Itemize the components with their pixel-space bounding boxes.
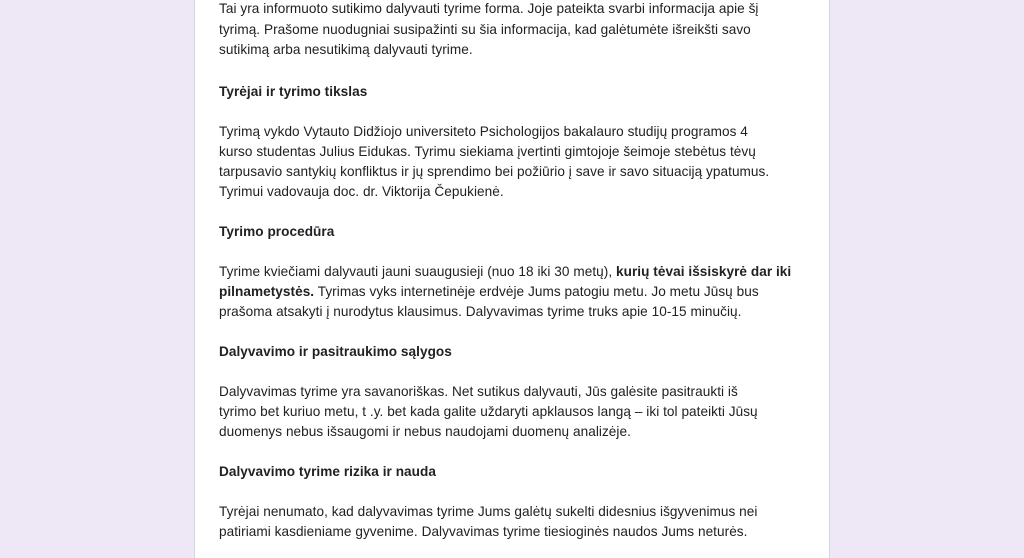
section4-line-1: Tyrėjai nenumato, kad dalyvavimas tyrime Jums galėtų sukelti didesnius išgyvenimus nei (219, 504, 758, 519)
section-heading-participation: Dalyvavimo ir pasitraukimo sąlygos (219, 344, 452, 359)
section2-line-1-text: Tyrime kviečiami dalyvauti jauni suaugusieji (nuo 18 iki 30 metų), (219, 264, 616, 279)
section2-line-2-text: Tyrimas vyks internetinėje erdvėje Jums patogiu metu. Jo metu Jūsų bus (314, 284, 759, 299)
section4-line-2: patiriami kasdieniame gyvenime. Dalyvavimas tyrime tiesioginės naudos Jums neturės. (219, 524, 748, 539)
section1-line-4: Tyrimui vadovauja doc. dr. Viktorija Čepukienė. (219, 184, 504, 199)
section2-line-2-bold: pilnametystės. (219, 284, 315, 299)
section2-line-1-bold: kurių tėvai išsiskyrė dar iki (616, 264, 792, 279)
section2-line-3: prašoma atsakyti į nurodytus klausimus. Dalyvavimas tyrime truks apie 10-15 minučių. (219, 304, 742, 319)
section2-line-2 (219, 282, 759, 302)
section1-line-2: kurso studentas Julius Eidukas. Tyrimu siekiama įvertinti gimtojoje šeimoje stebėtus tėvų (219, 144, 756, 159)
intro-line-2: tyrimą. Prašome nuodugniai susipažinti su šia informacija, kad galėtumėte išreikšti savo (219, 22, 751, 37)
section2-line-1 (219, 262, 791, 282)
consent-form-page (194, 0, 830, 558)
section1-line-1: Tyrimą vykdo Vytauto Didžiojo universiteto Psichologijos bakalauro studijų programos 4 (219, 124, 748, 139)
section3-line-2: tyrimo bet kuriuo metu, t .y. bet kada galite uždaryti apklausos langą – iki tol pateikti Jūsų (219, 404, 758, 419)
intro-line-3: sutikimą arba nesutikimą dalyvauti tyrime. (219, 42, 473, 57)
intro-line-1: Tai yra informuoto sutikimo dalyvauti tyrime forma. Joje pateikta svarbi informacija apie šį (219, 1, 759, 16)
section-heading-risk-benefit: Dalyvavimo tyrime rizika ir nauda (219, 464, 436, 479)
section3-line-1: Dalyvavimas tyrime yra savanoriškas. Net sutikus dalyvauti, Jūs galėsite pasitraukti iš (219, 384, 738, 399)
section3-line-3: duomenys nebus išsaugomi ir nebus naudojami duomenų analizėje. (219, 424, 631, 439)
section-heading-procedure: Tyrimo procedūra (219, 224, 335, 239)
section-heading-researchers: Tyrėjai ir tyrimo tikslas (219, 84, 368, 99)
section1-line-3: tarpusavio santykių konfliktus ir jų sprendimo bei požiūrio į save ir savo situaciją ypatumus. (219, 164, 770, 179)
